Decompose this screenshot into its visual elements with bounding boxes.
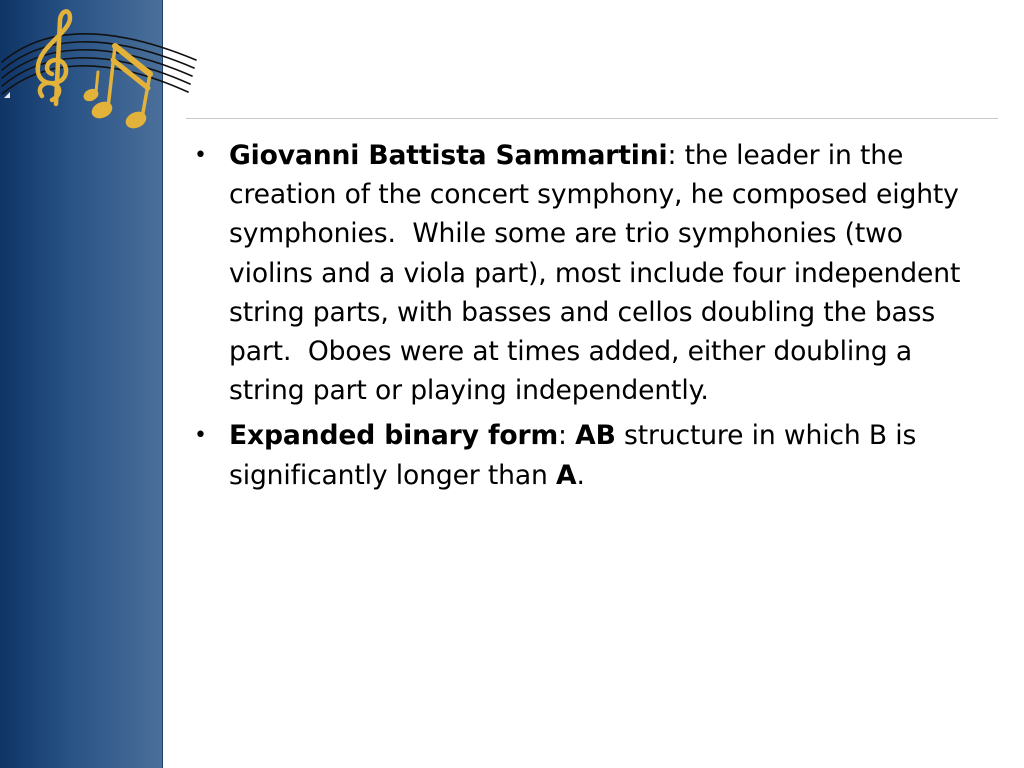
bullet-text: structure in which B is significantly longer than — [229, 420, 925, 491]
bullet-separator: : — [667, 140, 677, 171]
bullet-term-a: A — [556, 459, 577, 491]
bullet-end: . — [576, 459, 585, 491]
bullet-term: Giovanni Battista Sammartini — [229, 140, 668, 171]
bullet-separator: : — [558, 420, 576, 452]
bullet-marker: • — [194, 143, 207, 168]
title-divider — [186, 118, 998, 119]
treble-clef-icon — [38, 11, 70, 104]
list-item — [186, 416, 986, 494]
bullet-text: the leader in the creation of the concert symphony, he composed eighty symphonies. While some are trio symphonies (two violins and a viola part), most include four independent string parts, with basses and cellos doubling the bass part. Oboes were at times added, either doubling a string part or playing independently. — [229, 140, 969, 407]
bullet-list — [186, 136, 986, 501]
staff-lines-icon — [2, 34, 196, 94]
arrow-marker-icon — [4, 92, 10, 98]
bullet-term-ab: AB — [575, 420, 616, 452]
list-item — [186, 136, 986, 410]
music-staff-logo — [0, 0, 200, 130]
bullet-term: Expanded binary form — [229, 420, 559, 452]
bullet-marker: • — [194, 423, 207, 449]
